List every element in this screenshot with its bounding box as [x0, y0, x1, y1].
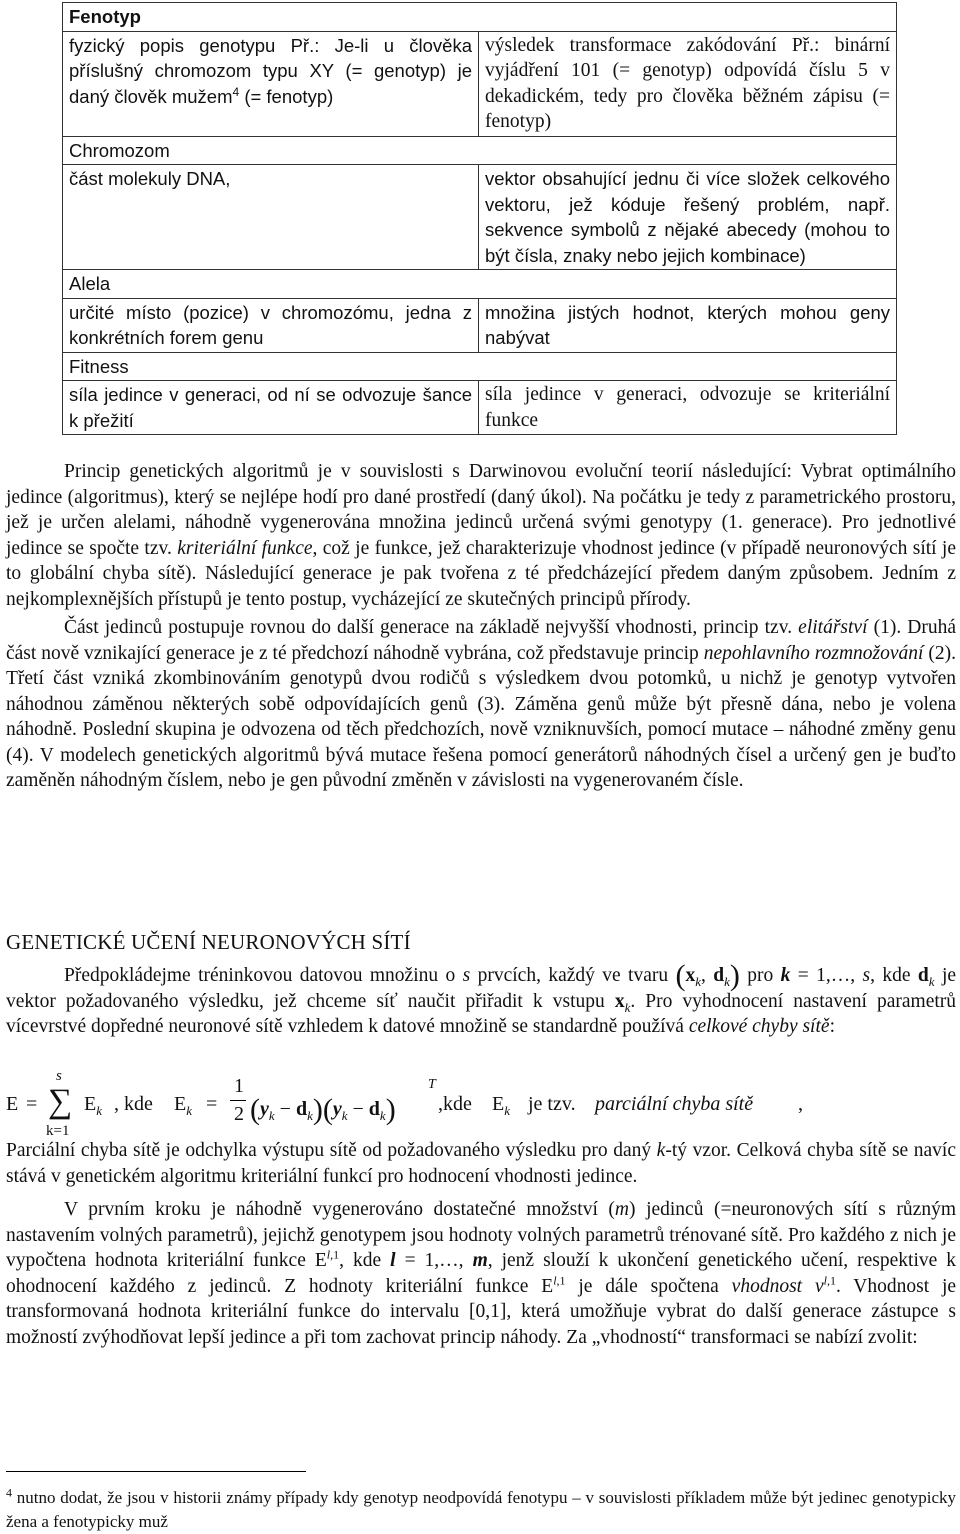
term-celkove-chyby: celkové chyby sítě: [688, 1016, 830, 1037]
term-kriterialni-funkce: kriteriální funkce: [177, 537, 313, 559]
sum-symbol: ∑: [48, 1083, 73, 1120]
text-run: V prvním kroku je náhodně vygenerováno dostatečné množství (: [64, 1199, 615, 1220]
formula-Ek2: $E_k$: [174, 1093, 192, 1118]
table-cell: vektor obsahující jednu či více složek celkového vektoru, jež kóduje řešený problém, např. sekvence symbolů z nějaké abecedy (mohou to být čísla, znaky nebo jejich kombinace): [479, 165, 897, 270]
frac-bar: [230, 1100, 246, 1101]
text-run: prvcích, každý ve tvaru: [477, 965, 669, 986]
table-row: [63, 270, 897, 299]
transpose-T: T: [428, 1077, 436, 1092]
formula-kde2: ,kde: [438, 1093, 472, 1115]
frac-num: 1: [234, 1075, 244, 1097]
footnote-divider: [6, 1471, 306, 1472]
table-row: [63, 31, 897, 136]
table-row: [63, 136, 897, 165]
table-header-chromozom: Chromozom: [63, 136, 897, 165]
paragraph: Předpokládejme tréninkovou datovou množinu o s prvcích, každý ve tvaru ($x_k$, $d_k$) pro k = 1,…, s, kde $d_k$ je vektor požadovaného výsledku, jež chceme síť naučit přiřadit k vstupu $x_k$. Pro vyhodnocení nastavení parametrů vícevrstvé dopředné neuronové sítě vzhledem k datové množině se standardně používá celkové chyby sítě:: [6, 959, 957, 1037]
footnote-text: nutno dodat, že jsou v historii známy případy kdy genotyp neodpovídá fenotypu – v souvislosti příkladem může být jedinec genotypicky žena a fenotypicky muž: [6, 1488, 956, 1531]
formula-tzv: je tzv.: [528, 1093, 576, 1115]
table-row: [63, 352, 897, 381]
table-cell: určité místo (pozice) v chromozómu, jedna z konkrétních forem genu: [63, 298, 479, 352]
text-run: je vektor požadovaného výsledku, jež chceme síť naučit přiřadit k vstupu: [6, 965, 957, 1012]
term-nepohlavni: nepohlavního rozmnožování: [703, 642, 924, 664]
var-k: k: [656, 1140, 666, 1161]
math-paren: ): [729, 959, 740, 992]
table-cell: [63, 31, 479, 136]
table-cell: síla jedince v generaci, od ní se odvozuje šance k přežití: [63, 381, 479, 435]
frac-den: 2: [234, 1103, 244, 1125]
formula-eq: =: [26, 1093, 38, 1115]
table-header-alela: Alela: [63, 270, 897, 299]
table-cell: síla jedince v generaci, odvozuje se kriteriální funkce: [479, 381, 897, 435]
table-row: [63, 298, 897, 352]
text-run: je dále spočtena: [578, 1275, 719, 1297]
formula-eq2: =: [206, 1093, 218, 1115]
section-heading: GENETICKÉ UČENÍ NEURONOVÝCH SÍTÍ: [6, 930, 411, 954]
cell-text: fyzický popis genotypu Př.: Je-li u člověka příslušný chromozom typu XY (= genotyp) je daný člověk mužem: [69, 34, 472, 107]
text-run: pro: [747, 965, 774, 986]
table-row: [63, 3, 897, 32]
table-cell: množina jistých hodnot, kterých mohou geny nabývat: [479, 298, 897, 352]
paragraph: [6, 615, 956, 794]
formula-kde: , kde: [114, 1093, 153, 1115]
footnote: [6, 1486, 956, 1534]
error-formula: [6, 1068, 956, 1145]
interval: [0,1]: [469, 1301, 507, 1322]
text-run: , kde: [870, 965, 911, 986]
formula-Ek3: $E_k$: [492, 1093, 510, 1118]
text-run: (1). Druhá část nově vznikající generace je z té předchozí náhodně vybrána, což představuje princip: [6, 617, 957, 664]
cell-text: (= fenotyp): [244, 85, 334, 107]
text-run: Předpokládejme tréninkovou datovou množinu o: [64, 965, 456, 986]
text-run: , jenž slouží k ukončení genetického učení, respektive k ohodnocení každého z jedinců. Z hodnoty kriteriální funkce: [6, 1250, 957, 1297]
text-run: , což je funkce, jež charakterizuje vhodnost jedince (v případě neuronových sítí je to globální chyba sítě). Následující generace je pak tvořena z té předcházející předem daným způsobem. Jedním z nejkomplexnějších přístupů je tento postup, vycházející ze skutečných principů přírody.: [6, 537, 957, 610]
text-run: Část jedinců postupuje rovnou do další generace na základě nejvyšší vhodnosti, princip tzv.: [64, 617, 793, 638]
text-run: -tý vzor. Celková chyba sítě se navíc stává v genetickém algoritmu kriteriální funkcí pro hodnocení vhodnosti jedince.: [6, 1140, 956, 1187]
genotype-phenotype-table: [62, 2, 897, 435]
paragraph: [6, 459, 956, 612]
term-parcialni: parciální chyba sítě: [595, 1093, 754, 1115]
term-elitarstvi: elitářství: [798, 617, 868, 638]
text-run: (2). Třetí část vzniká zkombinováním genotypů dvou rodičů s výsledkem dvou potomků, u nichž je genotyp vytvořen náhodnou záměnou některých sobě odpovídajících genů (3). Záměna genů může být přesně dána, nebo je volena náhodně. Poslední skupina je odvozena od těch předchozích, nově vzniknuvších, pomocí mutace – náhodné změny genu (4). V modelech genetických algoritmů bývá mutace řešena pomocí generátorů náhodných čísel a určený gen je buďto zaměněn náhodným číslem, nebo je gen původní změněn v závislosti na vygenerovaném čísle.: [6, 642, 956, 791]
math-paren: (: [675, 959, 686, 992]
table-header-fenotyp: Fenotyp: [63, 3, 897, 32]
fitness-text: [6, 1138, 956, 1350]
var-s: s: [462, 965, 471, 986]
formula-E: E: [6, 1093, 19, 1115]
sum-top: s: [56, 1068, 62, 1084]
table-row: [63, 381, 897, 435]
footnote-marker: 4: [6, 1485, 12, 1500]
var-m: m: [614, 1199, 630, 1220]
text-run: ) jedinců (=neuronových sítí s různým nastavením volných parametrů), jejichž genotypem jsou hodnoty volných parametrů trénované sítě. Pro každého z nich je vypočtena hodnota kriteriální funkce: [6, 1199, 956, 1271]
table-cell: výsledek transformace zakódování Př.: binární vyjádření 101 (= genotyp) odpovídá číslu 5 v dekadickém, tedy pro člověka běžném zápisu (= fenotyp): [479, 31, 897, 136]
text-run: Princip genetických algoritmů je v souvislosti s Darwinovou evoluční teorií následující: Vybrat optimálního jedince (algoritmus), který se nejlépe hodí pro dané prostředí (daný úkol). Na počátku je tedy z parametrického prostoru, jež je určen alelami, náhodně vygenerována množina jedinců určená svými genotypy (1. generace). Pro jednotlivé jedince se spočte tzv.: [6, 461, 956, 559]
sum-bottom: k=1: [46, 1123, 70, 1139]
footnote-marker: 4: [232, 84, 240, 99]
text-run: . Vhodnost je transformovaná hodnota kriteriální funkce do intervalu: [6, 1275, 957, 1322]
training-text: [6, 959, 957, 1040]
formula-Ek: $E_k$: [84, 1093, 102, 1118]
text-run: . Pro vyhodnocení nastavení parametrů vícevrstvé dopředné neuronové sítě vzhledem k datové množině se standardně používá: [6, 990, 957, 1037]
term-vhodnost: vhodnost: [731, 1275, 803, 1297]
paragraph: [6, 1138, 956, 1189]
paragraph: V prvním kroku je náhodně vygenerováno dostatečné množství (m) jedinců (=neuronových sítí s různým nastavením volných parametrů), jejichž genotypem jsou hodnoty volných parametrů trénované sítě. Pro každého z nich je vypočtena hodnota kriteriální funkce E$^{l,1}$, kde l = 1,…, m, jenž slouží k ukončení genetického učení, respektive k ohodnocení každého z jedinců. Z hodnoty kriteriální funkce E$^{l,1}$ je dále spočtena vhodnost $v^{l,1}$. Vhodnost je transformovaná hodnota kriteriální funkce do intervalu [0,1], která umožňuje vybrat do další generace zástupce s možností zvýhodňovat lepší jedince a při tom zachovat princip náhody. Za „vhodností“ transformaci se nabízí zvolit:: [6, 1199, 957, 1348]
text-run: , která umožňuje vybrat do další generace zástupce s možností zvýhodňovat lepší jedince a při tom zachovat princip náhody. Za „vhodností“ transformaci se nabízí zvolit:: [6, 1301, 956, 1348]
formula-product: $(y_k - d_k)(y_k - d_k)$: [250, 1093, 396, 1126]
table-header-fitness: Fitness: [63, 352, 897, 381]
table-row: [63, 165, 897, 270]
text-run: Parciální chyba sítě je odchylka výstupu sítě od požadovaného výsledku pro daný: [6, 1140, 652, 1161]
table-cell: část molekuly DNA,: [63, 165, 479, 270]
intro-text: [6, 459, 956, 794]
formula-comma: ,: [798, 1093, 803, 1115]
text-run: , kde: [339, 1250, 382, 1271]
text-run: :: [829, 1016, 835, 1037]
